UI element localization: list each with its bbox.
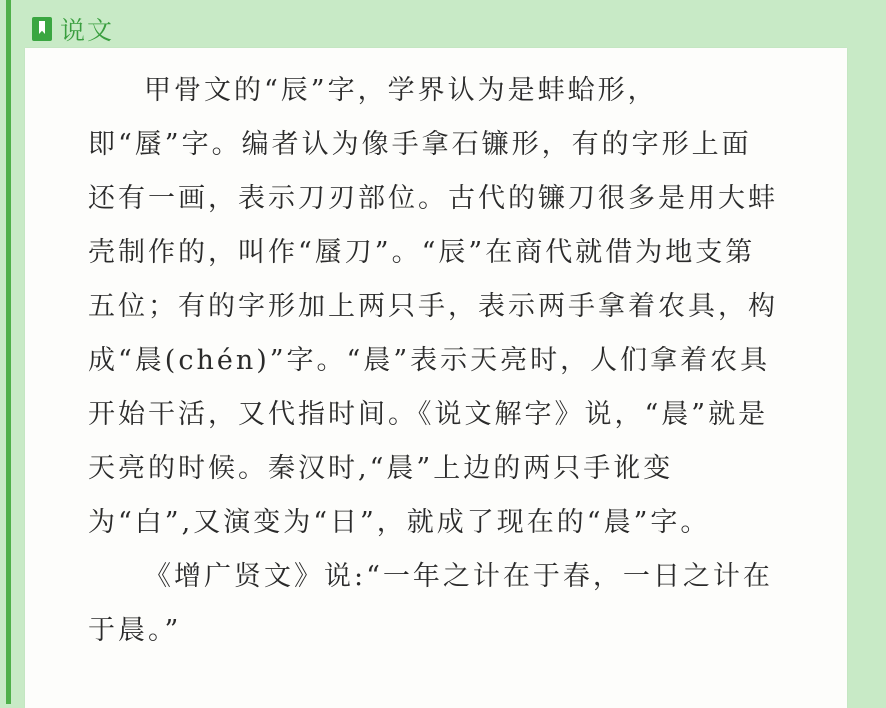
left-accent-bar [6, 0, 11, 704]
bookmark-icon [32, 17, 52, 41]
body-text [88, 64, 778, 658]
paragraph-2: 《增广贤文》说:“一年之计在于春，一日之计在于晨。” [88, 561, 773, 646]
section-header [32, 12, 114, 46]
section-title: 说文 [60, 16, 115, 45]
paragraph-1: 甲骨文的“辰”字，学界认为是蚌蛤形，即“蜃”字。编者认为像手拿石镰形，有的字形上面还有一画，表示刀刃部位。古代的镰刀很多是用大蚌壳制作的，叫作“蜃刀”。“辰”在商代就借为地支第五位；有的字形加上两只手，表示两手拿着农具，构成“晨(chén)”字。“晨”表示天亮时，人们拿着农具开始干活，又代指时间。《说文解字》说，“晨”就是天亮的时候。秦汉时,“晨”上边的两只手讹变为“白”,又演变为“日”，就成了现在的“晨”字。 [88, 75, 778, 538]
